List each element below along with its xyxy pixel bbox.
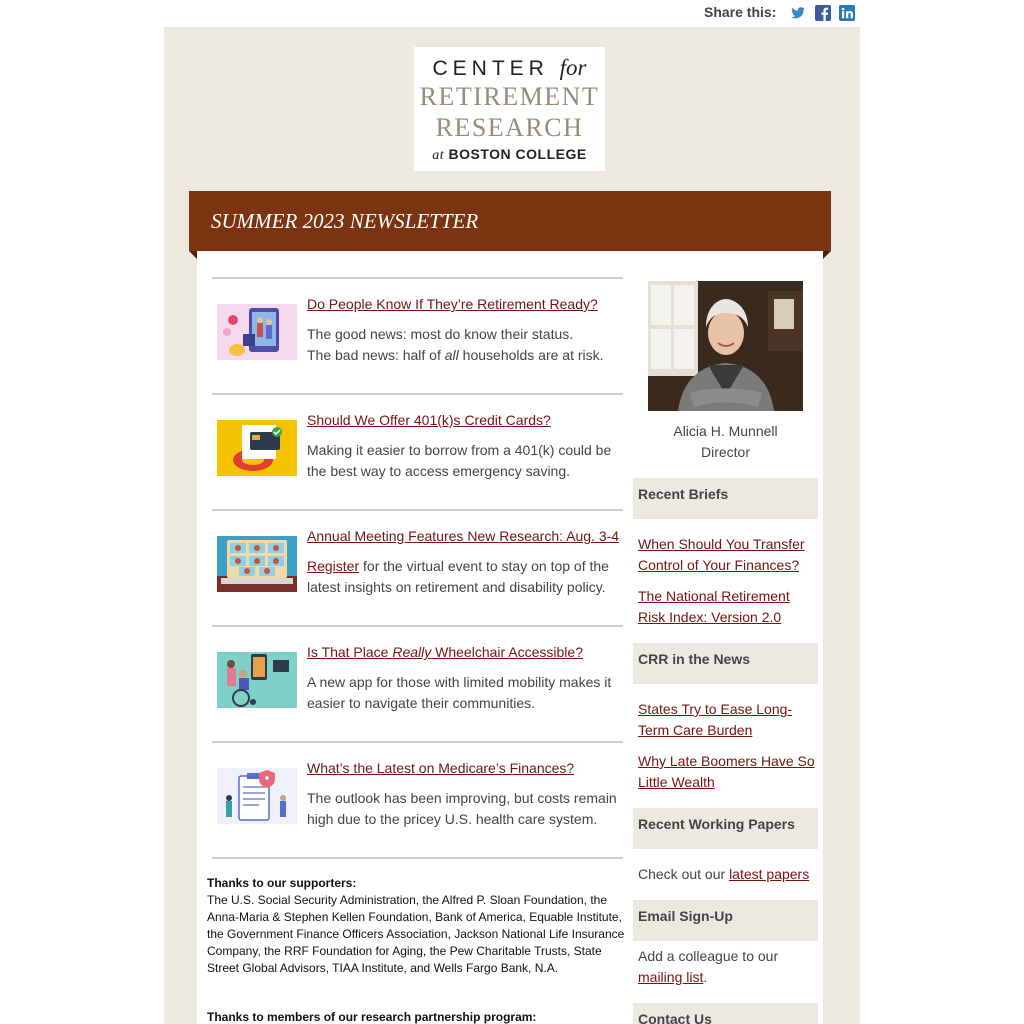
twitter-icon[interactable] bbox=[790, 5, 806, 21]
director-role: Director bbox=[700, 444, 750, 460]
article-divider bbox=[212, 277, 623, 279]
logo-line-research: RESEARCH bbox=[435, 113, 584, 142]
logo-line-boston-college: at BOSTON COLLEGE bbox=[432, 146, 587, 163]
supporters-heading: Thanks to our supporters: bbox=[207, 876, 357, 890]
latest-papers-link[interactable]: latest papers bbox=[729, 866, 810, 882]
linkedin-icon[interactable] bbox=[839, 5, 855, 21]
article-title-annual-meeting[interactable]: Annual Meeting Features New Research: Aug. 3-4 bbox=[307, 528, 620, 544]
article-title-medicare-finances[interactable]: What’s the Latest on Medicare’s Finances? bbox=[307, 760, 575, 776]
logo-line-center: CENTER for bbox=[432, 55, 587, 80]
crr-logo[interactable] bbox=[414, 47, 605, 171]
wheelchair-app-illustration[interactable] bbox=[217, 652, 297, 708]
email-signup-heading: Email Sign-Up bbox=[633, 900, 818, 941]
partners-heading: Thanks to members of our research partnership program: bbox=[207, 1010, 537, 1024]
virtual-meeting-illustration[interactable] bbox=[217, 536, 297, 592]
contact-us-heading: Contact Us bbox=[633, 1003, 818, 1024]
news-link-late-boomers[interactable]: Why Late Boomers Have So Little Wealth bbox=[638, 753, 815, 790]
brief-link-nrri[interactable]: The National Retirement Risk Index: Version 2.0 bbox=[638, 588, 790, 625]
mailing-list-link[interactable]: mailing list bbox=[638, 969, 704, 985]
register-link[interactable]: Register bbox=[307, 558, 360, 574]
recent-briefs-heading: Recent Briefs bbox=[633, 478, 818, 519]
share-label: Share this: bbox=[704, 4, 777, 20]
article-body-wheelchair-accessible: A new app for those with limited mobility makes it easier to navigate their communities. bbox=[307, 674, 612, 711]
email-signup-text: Add a colleague to our mailing list. bbox=[638, 948, 779, 985]
banner-title: SUMMER 2023 NEWSLETTER bbox=[211, 209, 479, 233]
news-link-long-term-care[interactable]: States Try to Ease Long-Term Care Burden bbox=[638, 701, 793, 738]
medicare-illustration[interactable] bbox=[217, 768, 297, 824]
working-papers-heading: Recent Working Papers bbox=[633, 808, 818, 849]
article-divider bbox=[212, 393, 623, 395]
article-title-wheelchair-accessible[interactable]: Is That Place Really Wheelchair Accessible? bbox=[307, 644, 583, 660]
working-papers-text: Check out our latest papers bbox=[638, 866, 810, 882]
article-body-retirement-ready bbox=[307, 324, 627, 366]
article-title-401k-credit-cards[interactable]: Should We Offer 401(k)s Credit Cards? bbox=[307, 412, 551, 428]
crr-news-heading: CRR in the News bbox=[633, 643, 818, 684]
article-body-annual-meeting: Register for the virtual event to stay on top of the latest insights on retirement and disability policy. bbox=[307, 558, 609, 595]
banner-fold-right bbox=[823, 251, 831, 259]
article-body-401k-credit-cards: Making it easier to borrow from a 401(k) could be the best way to access emergency saving. bbox=[307, 442, 612, 479]
article-body-line: The bad news: half of all households are at risk. bbox=[307, 347, 604, 363]
article-body-line: The good news: most do know their status. bbox=[307, 326, 574, 342]
article-divider bbox=[212, 857, 623, 859]
brief-link-transfer-control[interactable]: When Should You Transfer Control of Your Finances? bbox=[638, 536, 805, 573]
director-name: Alicia H. Munnell bbox=[673, 423, 778, 439]
director-photo bbox=[648, 281, 803, 411]
facebook-icon[interactable] bbox=[815, 5, 831, 21]
article-title-retirement-ready[interactable]: Do People Know If They’re Retirement Ready? bbox=[307, 296, 598, 312]
supporters-text: The U.S. Social Security Administration, the Alfred P. Sloan Foundation, the Anna-Maria & Stephen Kellen Foundation, Bank of America, Equable Institute, the Government Finance Officers Association, Jackson National Life Insurance Company, the RRF Foundation for Aging, the Pew Charitable Trusts, State Street Global Advisors, TIAA Institute, and Wells Fargo Bank, N.A. bbox=[207, 893, 625, 975]
share-bar bbox=[0, 0, 1024, 27]
article-body-medicare-finances: The outlook has been improving, but costs remain high due to the pricey U.S. health care system. bbox=[307, 790, 617, 827]
credit-card-illustration[interactable] bbox=[217, 420, 297, 476]
article-divider bbox=[212, 509, 623, 511]
banner-fold-left bbox=[189, 251, 197, 259]
logo-line-retirement: RETIREMENT bbox=[419, 82, 600, 111]
article-divider bbox=[212, 625, 623, 627]
article-divider bbox=[212, 741, 623, 743]
supporters-section bbox=[207, 875, 627, 977]
retirement-ready-illustration[interactable] bbox=[217, 304, 297, 360]
